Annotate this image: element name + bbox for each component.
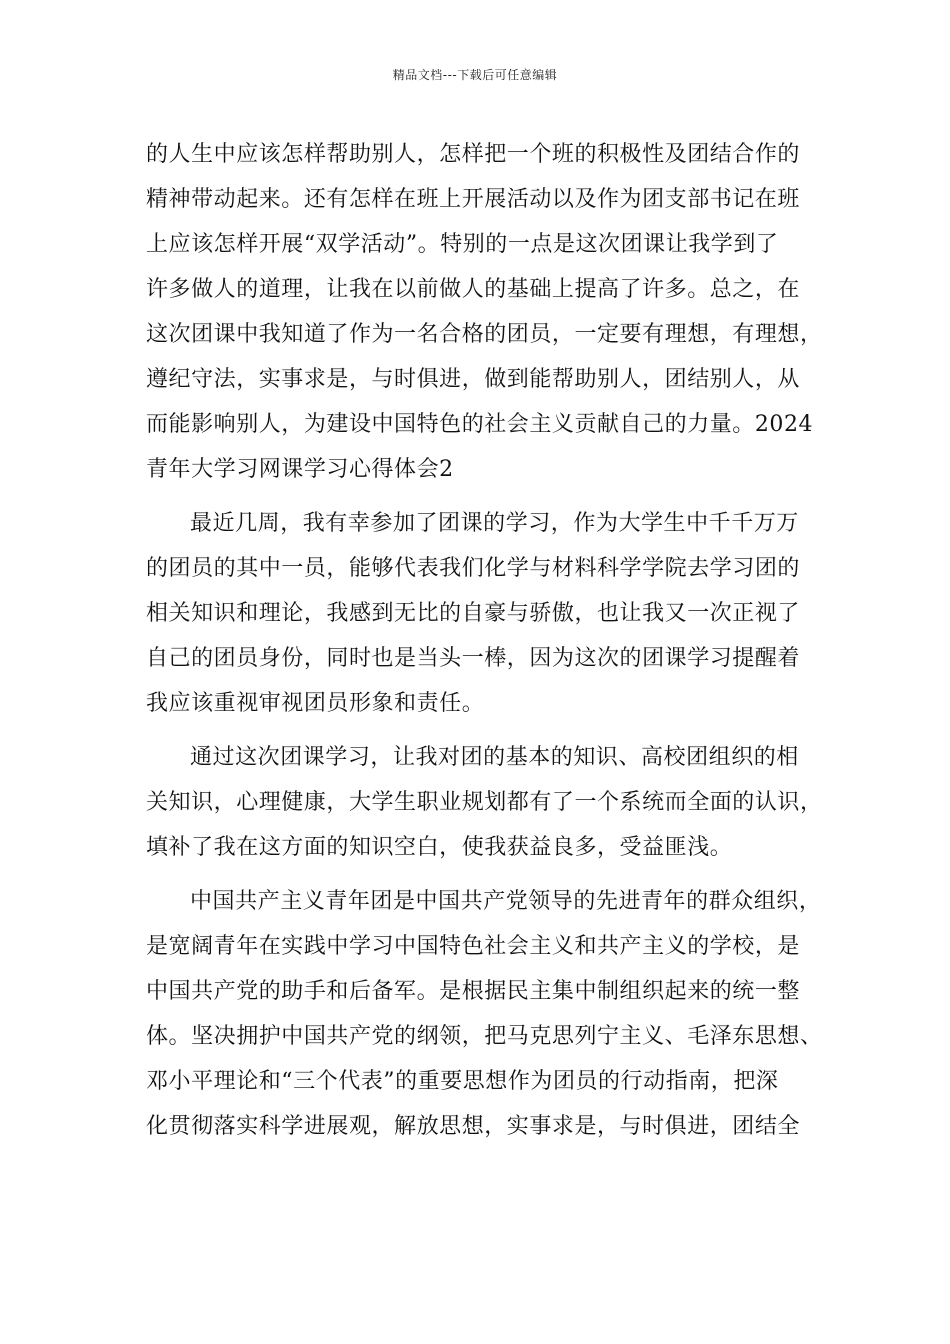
text-line: 通过这次团课学习，让我对团的基本的知识、高校团组织的相	[190, 745, 799, 770]
text-line: 而能影响别人，为建设中国特色的社会主义贡献自己的力量。2024	[146, 412, 814, 437]
paragraph-2	[146, 501, 808, 726]
paragraph-4	[146, 879, 823, 1149]
text-line: 体。坚决拥护中国共产党的纲领，把马克思列宁主义、毛泽东思想、	[146, 1024, 823, 1049]
page-header: 精品文档---下载后可任意编辑	[392, 68, 558, 82]
text-line: 的人生中应该怎样帮助别人，怎样把一个班的积极性及团结合作的	[146, 142, 800, 167]
text-line: 上应该怎样开展“双学活动”。特别的一点是这次团课让我学到了	[146, 232, 779, 257]
text-line: 中国共产党的助手和后备军。是根据民主集中制组织起来的统一整	[146, 979, 800, 1004]
text-line: 精神带动起来。还有怎样在班上开展活动以及作为团支部书记在班	[146, 187, 800, 212]
text-line: 的团员的其中一员，能够代表我们化学与材料科学学院去学习团的	[146, 556, 800, 581]
text-line: 化贯彻落实科学进展观，解放思想，实事求是，与时俱进，团结全	[146, 1114, 800, 1139]
text-line: 自己的团员身份，同时也是当头一棒，因为这次的团课学习提醒着	[146, 646, 800, 671]
text-line: 关知识，心理健康，大学生职业规划都有了一个系统而全面的认识，	[146, 790, 823, 815]
text-line: 这次团课中我知道了作为一名合格的团员，一定要有理想，有理想，	[146, 322, 823, 347]
text-line: 相关知识和理论，我感到无比的自豪与骄傲，也让我又一次正视了	[146, 601, 800, 626]
text-line: 最近几周，我有幸参加了团课的学习，作为大学生中千千万万	[190, 511, 799, 536]
text-line: 许多做人的道理，让我在以前做人的基础上提高了许多。总之，在	[146, 277, 800, 302]
document-body	[146, 132, 823, 1149]
paragraph-3	[146, 735, 823, 870]
text-line: 填补了我在这方面的知识空白，使我获益良多，受益匪浅。	[146, 835, 733, 860]
text-line: 我应该重视审视团员形象和责任。	[146, 691, 485, 716]
text-line: 青年大学习网课学习心得体会2	[146, 457, 454, 482]
text-line: 是宽阔青年在实践中学习中国特色社会主义和共产主义的学校，是	[146, 934, 800, 959]
text-line: 遵纪守法，实事求是，与时俱进，做到能帮助别人，团结别人，从	[146, 367, 800, 392]
text-line: 邓小平理论和“三个代表”的重要思想作为团员的行动指南，把深	[146, 1069, 779, 1094]
text-line: 中国共产主义青年团是中国共产党领导的先进青年的群众组织，	[190, 889, 822, 914]
paragraph-1	[146, 132, 823, 492]
